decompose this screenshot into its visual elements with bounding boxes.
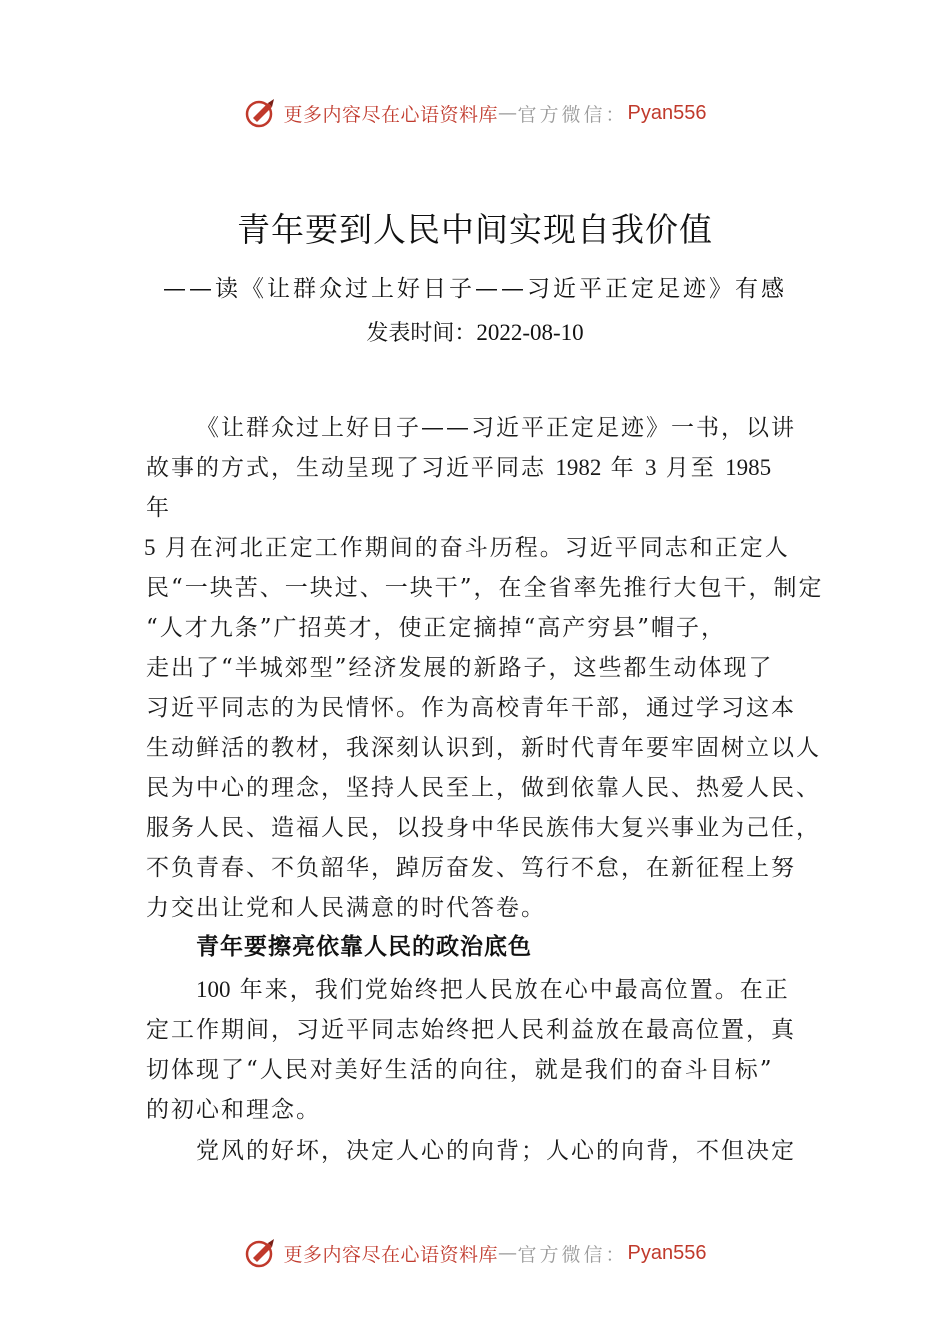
text-run: 月在河北正定工作期间的奋斗历程。习近平同志和正定人 [155, 535, 790, 561]
section-heading: 青年要擦亮依靠人民的政治底色 [196, 934, 532, 960]
month-number: 5 [144, 535, 156, 560]
pen-logo-icon [244, 1236, 278, 1270]
watermark-footer [0, 1233, 950, 1273]
text-line: 党风的好坏，决定人心的向背；人心的向背，不但决定 [196, 1138, 796, 1164]
text-run: 年 [601, 455, 645, 481]
text-line: 走出了“半城郊型”经济发展的新路子，这些都生动体现了 [146, 655, 774, 681]
text-line [146, 448, 826, 488]
paragraph-body [146, 970, 826, 1130]
text-line: 民“一块苦、一块过、一块干”，在全省率先推行大包干，制定 [146, 575, 824, 601]
text-line: “人才九条”广招英才，使正定摘掉“高产穷县”帽子， [146, 615, 727, 641]
text-line: 定工作期间，习近平同志始终把人民利益放在最高位置，真 [146, 1017, 796, 1043]
publish-date-label: 发表时间： [366, 321, 477, 346]
text-line: 不负青春、不负韶华，踔厉奋发、笃行不怠，在新征程上努 [146, 855, 796, 881]
text-line [146, 970, 826, 1010]
text-run: 月至 [656, 455, 726, 481]
text-line: 的初心和理念。 [146, 1097, 321, 1123]
text-run: 故事的方式，生动呈现了习近平同志 [146, 455, 556, 481]
text-line: 年 [146, 495, 171, 521]
year-number: 1985 [725, 455, 772, 480]
watermark-separator: — [498, 1242, 518, 1264]
year-number: 100 [196, 977, 231, 1002]
publish-date-value: 2022-08-10 [476, 320, 584, 345]
pen-logo-icon [244, 96, 278, 130]
article-title: 青年要到人民中间实现自我价值 [237, 210, 713, 249]
year-number: 1982 [555, 455, 602, 480]
watermark-wechat-label: 官方微信： [517, 103, 628, 126]
text-line [144, 528, 826, 568]
watermark-text: 更多内容尽在心语资料库 [283, 103, 499, 126]
publish-date [0, 316, 950, 347]
text-line: 习近平同志的为民情怀。作为高校青年干部，通过学习这本 [146, 695, 796, 721]
text-line: 服务人民、造福人民，以投身中华民族伟大复兴事业为己任， [146, 815, 821, 841]
paragraph-intro [146, 408, 826, 928]
text-line: 切体现了“人民对美好生活的向往，就是我们的奋斗目标” [146, 1057, 774, 1083]
paragraph-body [146, 1131, 826, 1171]
month-number: 3 [644, 455, 657, 480]
watermark-wechat-id: Pyan556 [627, 101, 707, 124]
text-line: 生动鲜活的教材，我深刻认识到，新时代青年要牢固树立以人 [146, 735, 821, 761]
text-line: 《让群众过上好日子——习近平正定足迹》一书，以讲 [196, 415, 796, 441]
text-run: 年来，我们党始终把人民放在心中最高位置。在正 [230, 977, 790, 1003]
text-line: 民为中心的理念，坚持人民至上，做到依靠人民、热爱人民、 [146, 775, 821, 801]
watermark-separator: — [498, 102, 518, 124]
watermark-text: 更多内容尽在心语资料库 [283, 1243, 499, 1266]
watermark-wechat-label: 官方微信： [517, 1243, 628, 1266]
watermark-wechat-id: Pyan556 [627, 1241, 707, 1264]
article-subtitle: ——读《让群众过上好日子——习近平正定足迹》有感 [163, 276, 787, 302]
watermark-header [0, 93, 950, 133]
text-line: 力交出让党和人民满意的时代答卷。 [146, 895, 546, 921]
